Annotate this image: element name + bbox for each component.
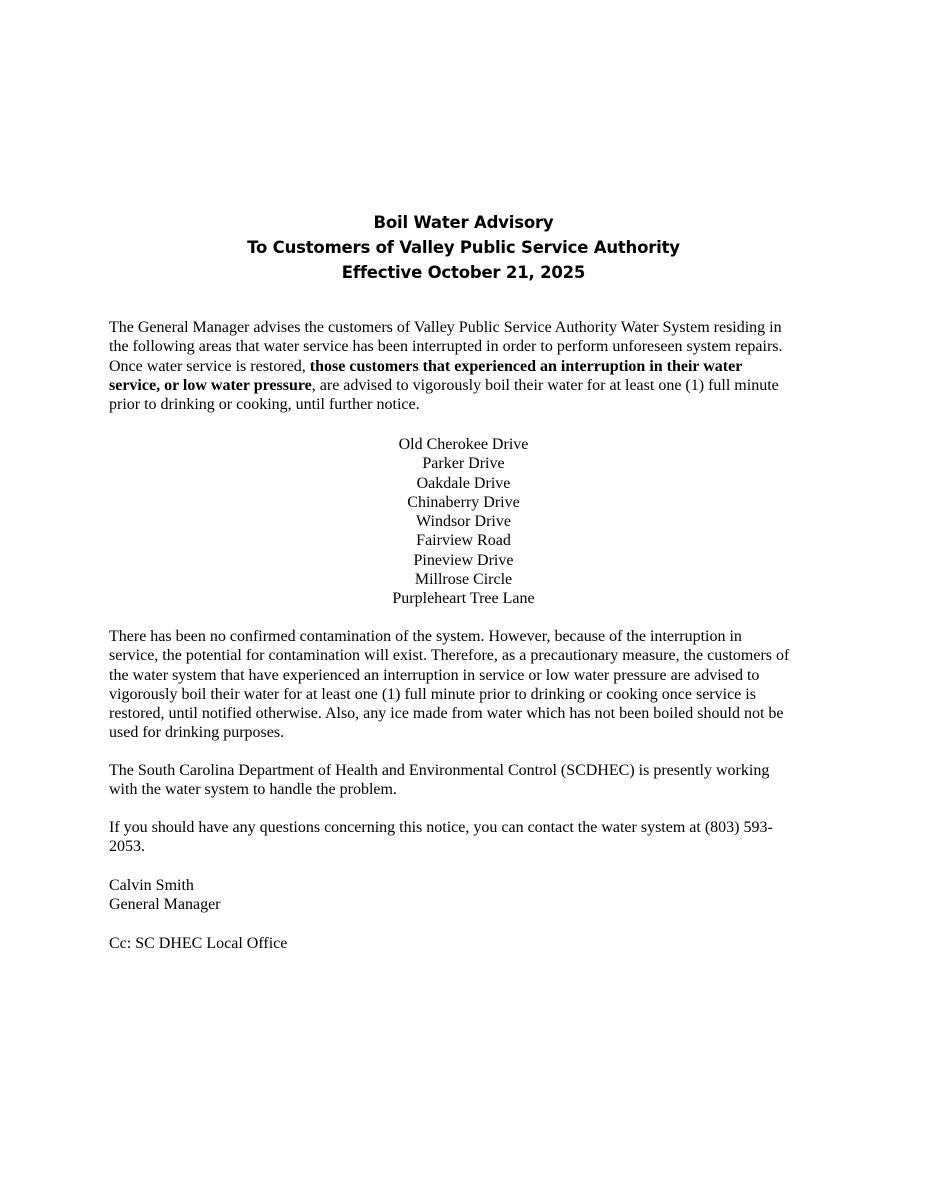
intro-line xyxy=(109,357,829,376)
signatory-name: Calvin Smith xyxy=(109,877,194,894)
effective-date: Effective October 21, 2025 xyxy=(341,263,586,282)
intro-line: The General Manager advises the customers of Valley Public Service Authority Water System residing in xyxy=(109,319,782,336)
document-title: Boil Water Advisory xyxy=(373,213,554,232)
scdhec-paragraph xyxy=(109,761,829,800)
scdhec-line: with the water system to handle the problem. xyxy=(109,781,397,799)
street-item: Fairview Road xyxy=(416,532,511,550)
intro-emphasis: those customers that experienced an interruption in their water xyxy=(309,357,743,375)
document-subtitle: To Customers of Valley Public Service Authority xyxy=(247,238,680,257)
intro-text: Once water service is restored, xyxy=(109,357,310,375)
contamination-line: the water system that have experienced an interruption in service or low water pressure are advised to xyxy=(109,666,760,684)
street-item: Pineview Drive xyxy=(413,551,514,569)
intro-emphasis: service, or low water pressure xyxy=(109,376,312,394)
intro-line xyxy=(109,376,829,395)
cc-text: Cc: SC DHEC Local Office xyxy=(109,935,288,952)
street-item: Purpleheart Tree Lane xyxy=(392,590,535,608)
street-item: Chinaberry Drive xyxy=(407,493,520,511)
contact-paragraph xyxy=(109,818,829,857)
cc-line xyxy=(109,934,829,953)
intro-line: prior to drinking or cooking, until further notice. xyxy=(109,396,420,414)
document-header xyxy=(0,210,927,285)
signature-block xyxy=(109,876,829,915)
street-item: Windsor Drive xyxy=(416,513,511,531)
street-item: Oakdale Drive xyxy=(416,474,511,492)
contamination-line: restored, until notified otherwise. Also, any ice made from water which has not been boiled should not be xyxy=(109,705,784,723)
contamination-line: service, the potential for contamination will exist. Therefore, as a precautionary measure, the customers of xyxy=(109,647,790,665)
affected-streets-list xyxy=(0,435,927,609)
contact-line: 2053. xyxy=(109,838,145,856)
street-item: Millrose Circle xyxy=(414,571,513,589)
contamination-line: vigorously boil their water for at least one (1) full minute prior to drinking or cooking once service is xyxy=(109,685,756,703)
intro-line: the following areas that water service has been interrupted in order to perform unforeseen system repairs. xyxy=(109,338,783,356)
street-item: Parker Drive xyxy=(422,455,505,473)
intro-paragraph xyxy=(109,318,829,414)
contamination-line: There has been no confirmed contamination of the system. However, because of the interruption in xyxy=(109,628,742,645)
street-item: Old Cherokee Drive xyxy=(398,436,529,453)
contamination-line: used for drinking purposes. xyxy=(109,724,285,742)
signatory-title: General Manager xyxy=(109,896,221,914)
contact-line: If you should have any questions concerning this notice, you can contact the water system at (803) 593- xyxy=(109,819,773,836)
contamination-paragraph xyxy=(109,627,829,743)
intro-text: , are advised to vigorously boil their water for at least one (1) full minute xyxy=(311,376,779,394)
scdhec-line: The South Carolina Department of Health and Environmental Control (SCDHEC) is presently working xyxy=(109,762,770,779)
